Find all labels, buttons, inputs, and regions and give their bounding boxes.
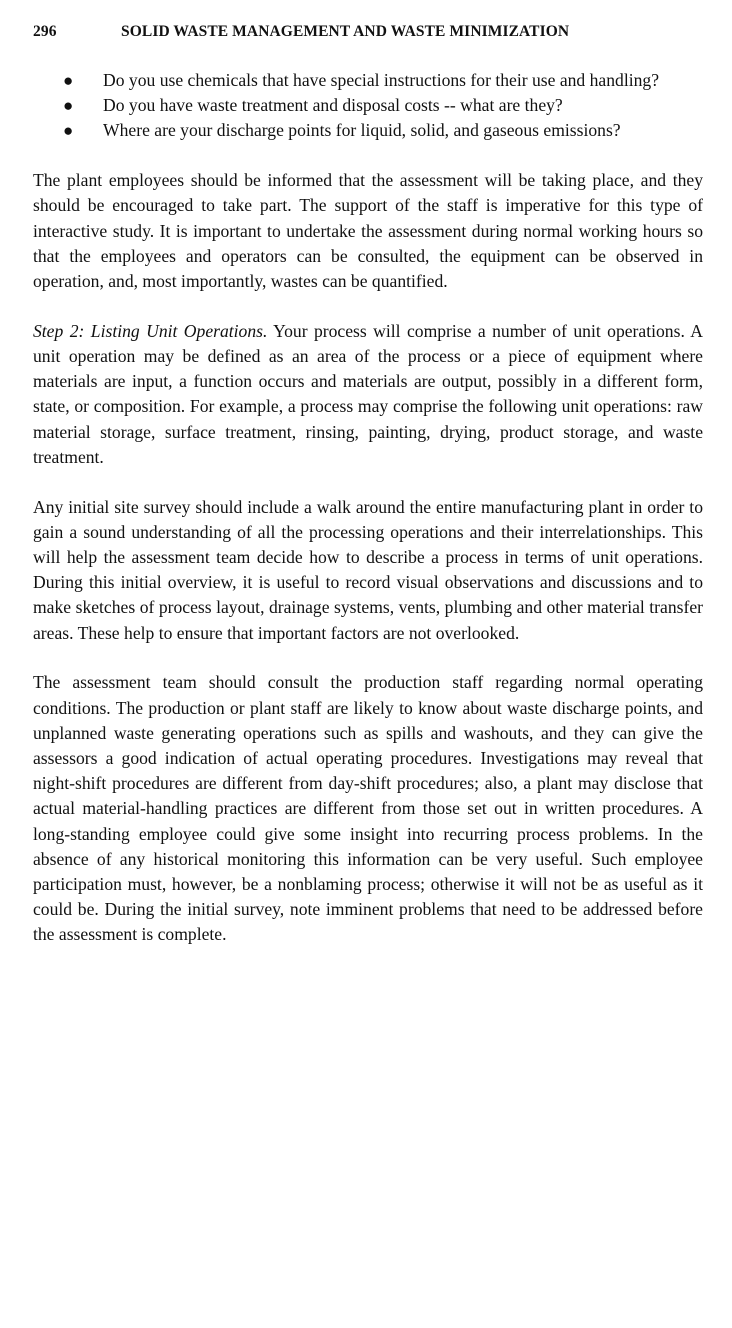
- list-item: [33, 118, 703, 143]
- bullet-icon: ●: [63, 71, 74, 90]
- paragraph-step-2: [33, 319, 703, 470]
- paragraph-employees: The plant employees should be informed that the assessment will be taking place, and they should be encouraged to take part. The support of the staff is imperative for this type of interactive study. It is important to undertake the assessment during normal working hours so that the employees and operators can be consulted, the equipment can be observed in operation, and, most importantly, wastes can be quantified.: [33, 170, 703, 292]
- question-list: [33, 68, 703, 144]
- page-number: 296: [33, 23, 57, 40]
- document-page: [33, 22, 703, 948]
- list-item-text: Do you use chemicals that have special instructions for their use and handling?: [103, 70, 659, 90]
- paragraph-production-staff: The assessment team should consult the production staff regarding normal operating conditions. The production or plant staff are likely to know about waste discharge points, and unplanned waste generating operations such as spills and washouts, and they can give the assessors a good indication of actual operating procedures. Investigations may reveal that night-shift procedures are different from day-shift procedures; also, a plant may disclose that actual material-handling practices are different from those set out in written procedures. A long-standing employee could give some insight into recurring process problems. In the absence of any historical monitoring this information can be very useful. Such employee participation must, however, be a nonblaming process; otherwise it will not be as useful as it could be. During the initial survey, note imminent problems that need to be addressed before the assessment is complete.: [33, 672, 703, 945]
- paragraph-site-survey: Any initial site survey should include a walk around the entire manufacturing plant in order to gain a sound understanding of all the processing operations and their interrelationships. This will help the assessment team decide how to describe a process in terms of unit operations. During this initial overview, it is useful to record visual observations and discussions and to make sketches of process layout, drainage systems, vents, plumbing and other material transfer areas. These help to ensure that important factors are not overlooked.: [33, 496, 703, 643]
- list-item: [33, 68, 703, 93]
- bullet-icon: ●: [63, 121, 74, 141]
- list-item: [33, 93, 703, 118]
- step-heading: Step 2: Listing Unit Operations.: [33, 320, 268, 341]
- bullet-icon: ●: [63, 96, 74, 116]
- chapter-title: SOLID WASTE MANAGEMENT AND WASTE MINIMIZATION: [121, 23, 570, 40]
- step-body: Your process will comprise a number of unit operations. A unit operation may be defined as an area of the process or a piece of equipment where materials are input, a function occurs and materials are output, possibly in a different form, state, or composition. For example, a process may comprise the following unit operations: raw material storage, surface treatment, rinsing, painting, drying, product storage, and waste treatment.: [33, 320, 703, 467]
- running-header: [33, 22, 703, 42]
- list-item-text: Where are your discharge points for liquid, solid, and gaseous emissions?: [103, 120, 621, 141]
- list-item-text: Do you have waste treatment and disposal costs -- what are they?: [103, 95, 563, 116]
